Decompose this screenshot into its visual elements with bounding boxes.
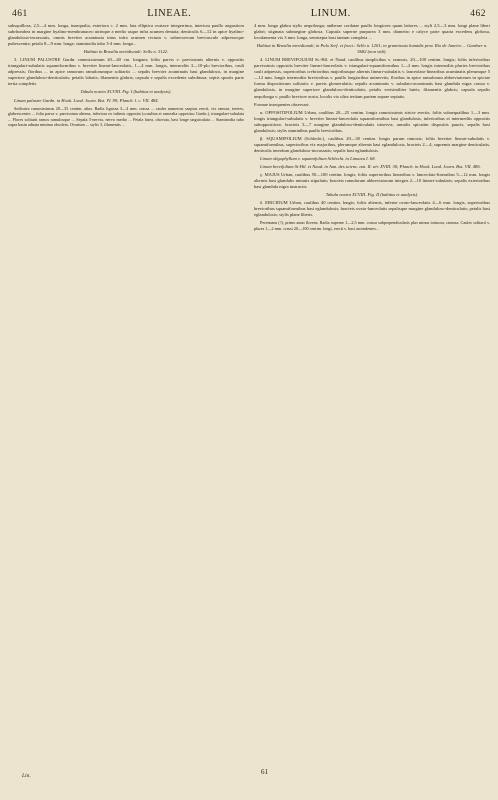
left-paragraph-1: subsquillosa, 2,5—4 mm. longa, inaequalia, exteriora c. 2 mm. lata elliptica ovatave integerrima, interiora paullo angustiora subrhombea in margine hyalino-membranaceo utrinque a medio usque infra acumen dentata; denticulis 6—12 in apice hyalino-glandulosis-incrassatis, omnis breviter acuminata intus infra acumen rectum v. subrecurvum breviuscule adpressoque pubescentia; petala 8—9 mm. longa; staminodia tubo 3-4 mm. longo... bbox=[8, 23, 244, 47]
species-3-description: 3. LINUM PALUSTRE Gardn. ramosissimum 20—40 cm. longum; foliis parvis v. parvissimis alternis v. oppositis triangulari-subulatis squamiformibus v. breviter lineari-lanceolatis, 1—4 mm. longis, internodiis 3—10-plo brevioribus, cauli adpressis; floribus ... in apice ramorum ramulorumque solitariis ... sepalis breviter acuminatis basi glandulosis, in margine superiore glanduloso-denticulatis; petalis lobatis; filamentis glabris; capsula e sepalis excedente subobtusa; septis spuriis parte tertia completis. bbox=[8, 57, 244, 87]
right-detailed-description: Perennans (?), primo anno florens. Radix superne 1—2,5 mm. crassa subperpendicularis plus minus tortuosa, ramosa. Caules solitarii v. plures 1—2 mm. crassi 20—100 centim. longi, erecti v. basi ascendentes... bbox=[254, 220, 490, 231]
sheet-number: 61 bbox=[261, 768, 268, 776]
right-page-number: 462 bbox=[470, 9, 486, 19]
page-header bbox=[8, 8, 490, 19]
left-column bbox=[8, 23, 244, 234]
left-detailed-description: Suffrutex ramosissimus 20—35 centim. altus. Radix lignosa 3—4 mm. crassa ... caules numerosi saepius erecti, vix ramosi, teretes, glabrescentes ... folia parva v. parvissima alterna, inferiora ex infimis opposita (»caulina et ramealia opposita« Gardn.), triangulari-subulata ... Flores solitarii ramos ramulosque ... Sepala 5-nervia, nervo medio ... Petala lutea, obovata, basi longe unguiculata ... Staminodia tubo supra basin adnata minima obsoleta. Ovarium ... stylis 3, filamentis ... bbox=[8, 105, 244, 128]
left-page-number: 461 bbox=[12, 9, 28, 19]
left-habitat-note: Habitat in Brasilia meridionali: Sello n. 3122. bbox=[83, 49, 169, 55]
right-paragraph-1: 4 mm. longa glabra stylis aequilonga; antherae cordatae paullo longiores quam latiores ... styli 2,5—3 mm. longi plane liberi glabri; stigmata submegine globosa. Capsula superne purpurea 3 mm. diametro e calyce parte quarta excedens globosa, loculamenta vix 3 mm. longa, semisepta basi tantum completa ... bbox=[254, 23, 490, 41]
forms-intro: Formae insequentes observari: bbox=[254, 101, 310, 107]
form-beta: β. SQUAMIFOLIUM (Schlecht.), caulibus 20—30 centim. longis parum ramosis; foliis breviter lineari-subulatis v. squamiformibus, superioribus vix majoribus, plerumque alternis basi eglandulosis, bracteis 2—4, supremis margine denticulatis, denticulis interdum glanduloso-incrassatis; sepalis basi eglandulosis. bbox=[254, 135, 490, 153]
left-synonymy: Linum palustre Gardn. in Hook. Lond. Journ. Bot. IV. 99; Planch. l. c. VII. 484. bbox=[14, 97, 159, 103]
signature-mark: Lin. bbox=[22, 773, 31, 779]
right-running-title: LINUM. bbox=[310, 8, 351, 19]
species-4-description: 4. LINUM BREVIFOLIUM St.-Hil. et Naud. caulibus simplicibus v. ramosis, 20—100 centim. longis; foliis inferioribus parvissimis oppositis breviter lineari-lanceolatis v. triangulari-squamiformibus 1—4 mm. longis internodiis pluries brevioribus cauli adpressis, superioribus crebrioribus majoribusque alternis lineari-subulatis v. lanceolato-linearibus acuminatis plerumque 5—12 mm. longis internodiis brevioribus v. paullo longioribus uninerviis; floribus in apice ramulorum abbreviatorum in spiciae forma dispositorum solitariis v. pareis glomerulatis; sepalis acuminatis v. subulato-acuminatis basi glandula nigra crassa v. glandulosis, in margine superiore glanduloso-denticulatis; petalis verisimiliter luteis; filamentis glabris; capsula sepalis aequilonga v. paullo breviore acuta, loculis vix ultra tertiam partem suprae septatis. bbox=[254, 57, 490, 99]
form-delta: δ. ERICIDUM Urban, caulibus 40 centim. longis; foliis alternis, inferne ovato-lanceolatis 4—6 mm. longis, superioribus brevioribus squamiformibus basi eglandulosis; bracteis ovato-lanceolatis sepalisque margine glanduloso-denticulatis; petalis basi eglandulosis; stylis plane liberis. bbox=[254, 200, 490, 218]
two-column-body bbox=[8, 23, 490, 234]
form-gamma: γ. MAJUS Urban, caulibus 50—100 centim. longis; foliis superioribus linearibus v. lanceolato-linearibus 5—12 mm. longis alternis basi glandulis minutis stipulatis; bracteis ramulorum abbreviatorum integris 2—10 lineari-subulatis; sepalis exterioribus basi glandula nigra instructis. bbox=[254, 172, 490, 190]
right-habitat-note: Habitat in Brasilia meridionali, in Pulo Serf. et fruct.: Sello n. 1201; in graminosis humidis prov. Rio de Janeiro ... Gardner n. 5682 (non vidi). bbox=[256, 43, 488, 55]
left-running-title: LINEAE. bbox=[147, 8, 192, 19]
right-plate-note: Tabula nostra XCVIII. Fig. II (habitus et analysis). bbox=[325, 192, 419, 198]
right-column bbox=[254, 23, 490, 234]
synonym-oligophyllum: Linum oligophyllum v. squamifolium Schlecht. in Linnaea I. 68. bbox=[260, 155, 376, 161]
synonym-brevifolium: Linum brevifolium St-Hil. et Naud. in Ann. des scienc. nat. II. sér. XVIII. 30; Planch. in Hook. Lond. Journ. Bot. VII. 486. bbox=[260, 163, 481, 169]
left-plate-note: Tabula nostra XCVIII. Fig. I (habitus et analysis). bbox=[80, 89, 172, 95]
form-alpha: α. OPPOSITIFOLIUM Urban, caulibus 20—25 centim. longis ramosissimis stricte erectis; foliis subaequalibus 1—3 mm. longis triangulari-subulatis v. breviter lineari-lanceolatis squamiformibus basi glandulosis, inferioribus et intermediis oppositis suboppositisve, bracteis 3—7 margine glanduloso-denticulatis trinervis; ramulis spicatim dispositis paucis; sepalis basi glandulosis; stylis staminibus paullo brevioribus. bbox=[254, 109, 490, 133]
